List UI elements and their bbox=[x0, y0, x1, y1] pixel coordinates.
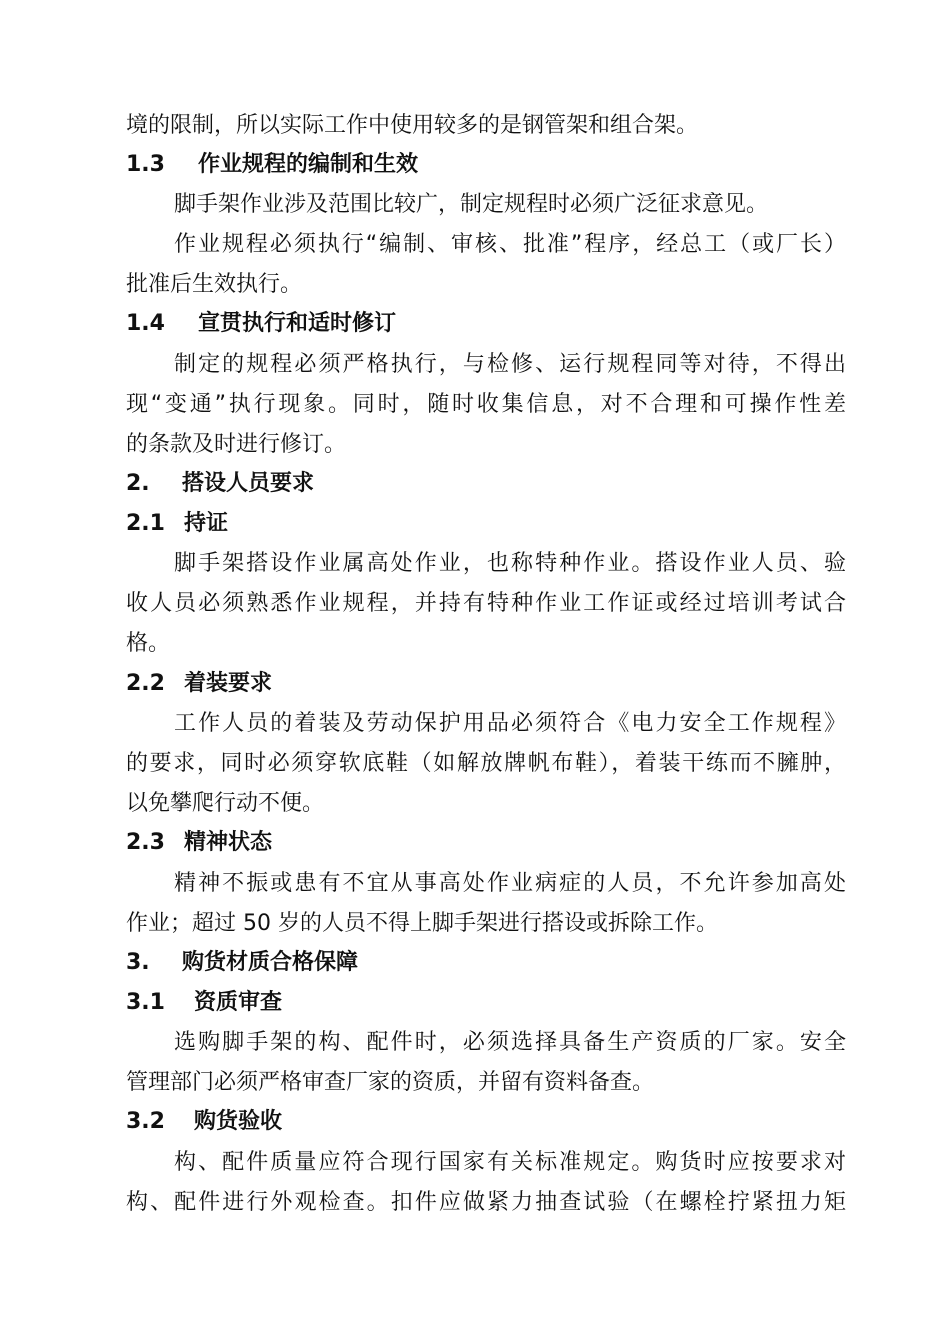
heading-title: 精神状态 bbox=[184, 830, 273, 855]
section-heading-2-2 bbox=[126, 669, 272, 699]
paragraph-line: 制定的规程必须严格执行，与检修、运行规程同等对待，不得出 bbox=[174, 352, 846, 377]
heading-number: 2.1 bbox=[126, 511, 165, 536]
paragraph-line: 脚手架作业涉及范围比较广，制定规程时必须广泛征求意见。 bbox=[174, 192, 769, 217]
paragraph-line: 管理部门必须严格审查厂家的资质，并留有资料备查。 bbox=[126, 1070, 655, 1095]
paragraph-line: 精神不振或患有不宜从事高处作业病症的人员，不允许参加高处 bbox=[174, 871, 846, 896]
heading-number: 3.1 bbox=[126, 990, 165, 1015]
section-heading-1-4 bbox=[126, 309, 396, 339]
heading-number: 1.3 bbox=[126, 152, 165, 177]
section-heading-3-1 bbox=[126, 988, 282, 1018]
section-heading-2 bbox=[126, 469, 314, 499]
heading-title: 宣贯执行和适时修订 bbox=[198, 311, 397, 336]
heading-number: 2.3 bbox=[126, 830, 165, 855]
paragraph-line: 格。 bbox=[126, 631, 171, 656]
heading-title: 持证 bbox=[184, 511, 229, 536]
heading-title: 资质审查 bbox=[194, 990, 283, 1015]
section-heading-3 bbox=[126, 948, 358, 978]
paragraph-line: 现“变通”执行现象。同时，随时收集信息，对不合理和可操作性差 bbox=[126, 392, 846, 417]
heading-title: 作业规程的编制和生效 bbox=[198, 152, 419, 177]
paragraph-line: 收人员必须熟悉作业规程，并持有特种作业工作证或经过培训考试合 bbox=[126, 591, 846, 616]
heading-title: 购货验收 bbox=[194, 1109, 283, 1134]
heading-title: 搭设人员要求 bbox=[182, 471, 315, 496]
paragraph-line: 构、配件进行外观检查。扣件应做紧力抽查试验（在螺栓拧紧扭力矩 bbox=[126, 1190, 846, 1215]
section-heading-1-3 bbox=[126, 150, 418, 180]
heading-number: 1.4 bbox=[126, 311, 165, 336]
heading-number: 2.2 bbox=[126, 671, 165, 696]
heading-title: 购货材质合格保障 bbox=[182, 950, 359, 975]
section-heading-2-3 bbox=[126, 828, 272, 858]
paragraph-line: 构、配件质量应符合现行国家有关标准规定。购货时应按要求对 bbox=[174, 1150, 846, 1175]
paragraph-line: 以免攀爬行动不便。 bbox=[126, 791, 325, 816]
paragraph-line: 选购脚手架的构、配件时，必须选择具备生产资质的厂家。安全 bbox=[174, 1030, 846, 1055]
section-heading-2-1 bbox=[126, 509, 228, 539]
paragraph-line: 境的限制，所以实际工作中使用较多的是钢管架和组合架。 bbox=[126, 113, 699, 138]
heading-number: 3.2 bbox=[126, 1109, 165, 1134]
paragraph-line: 的条款及时进行修订。 bbox=[126, 432, 347, 457]
heading-title: 着装要求 bbox=[184, 671, 273, 696]
paragraph-line: 作业；超过 50 岁的人员不得上脚手架进行搭设或拆除工作。 bbox=[126, 911, 718, 936]
heading-number: 2. bbox=[126, 471, 150, 496]
paragraph-line: 的要求，同时必须穿软底鞋（如解放牌帆布鞋），着装干练而不臃肿， bbox=[126, 751, 846, 776]
paragraph-line: 作业规程必须执行“编制、审核、批准”程序，经总工（或厂长） bbox=[174, 232, 846, 257]
paragraph-line: 批准后生效执行。 bbox=[126, 272, 303, 297]
paragraph-line: 工作人员的着装及劳动保护用品必须符合《电力安全工作规程》 bbox=[174, 711, 846, 736]
paragraph-line: 脚手架搭设作业属高处作业，也称特种作业。搭设作业人员、验 bbox=[174, 551, 846, 576]
heading-number: 3. bbox=[126, 950, 150, 975]
section-heading-3-2 bbox=[126, 1107, 282, 1137]
